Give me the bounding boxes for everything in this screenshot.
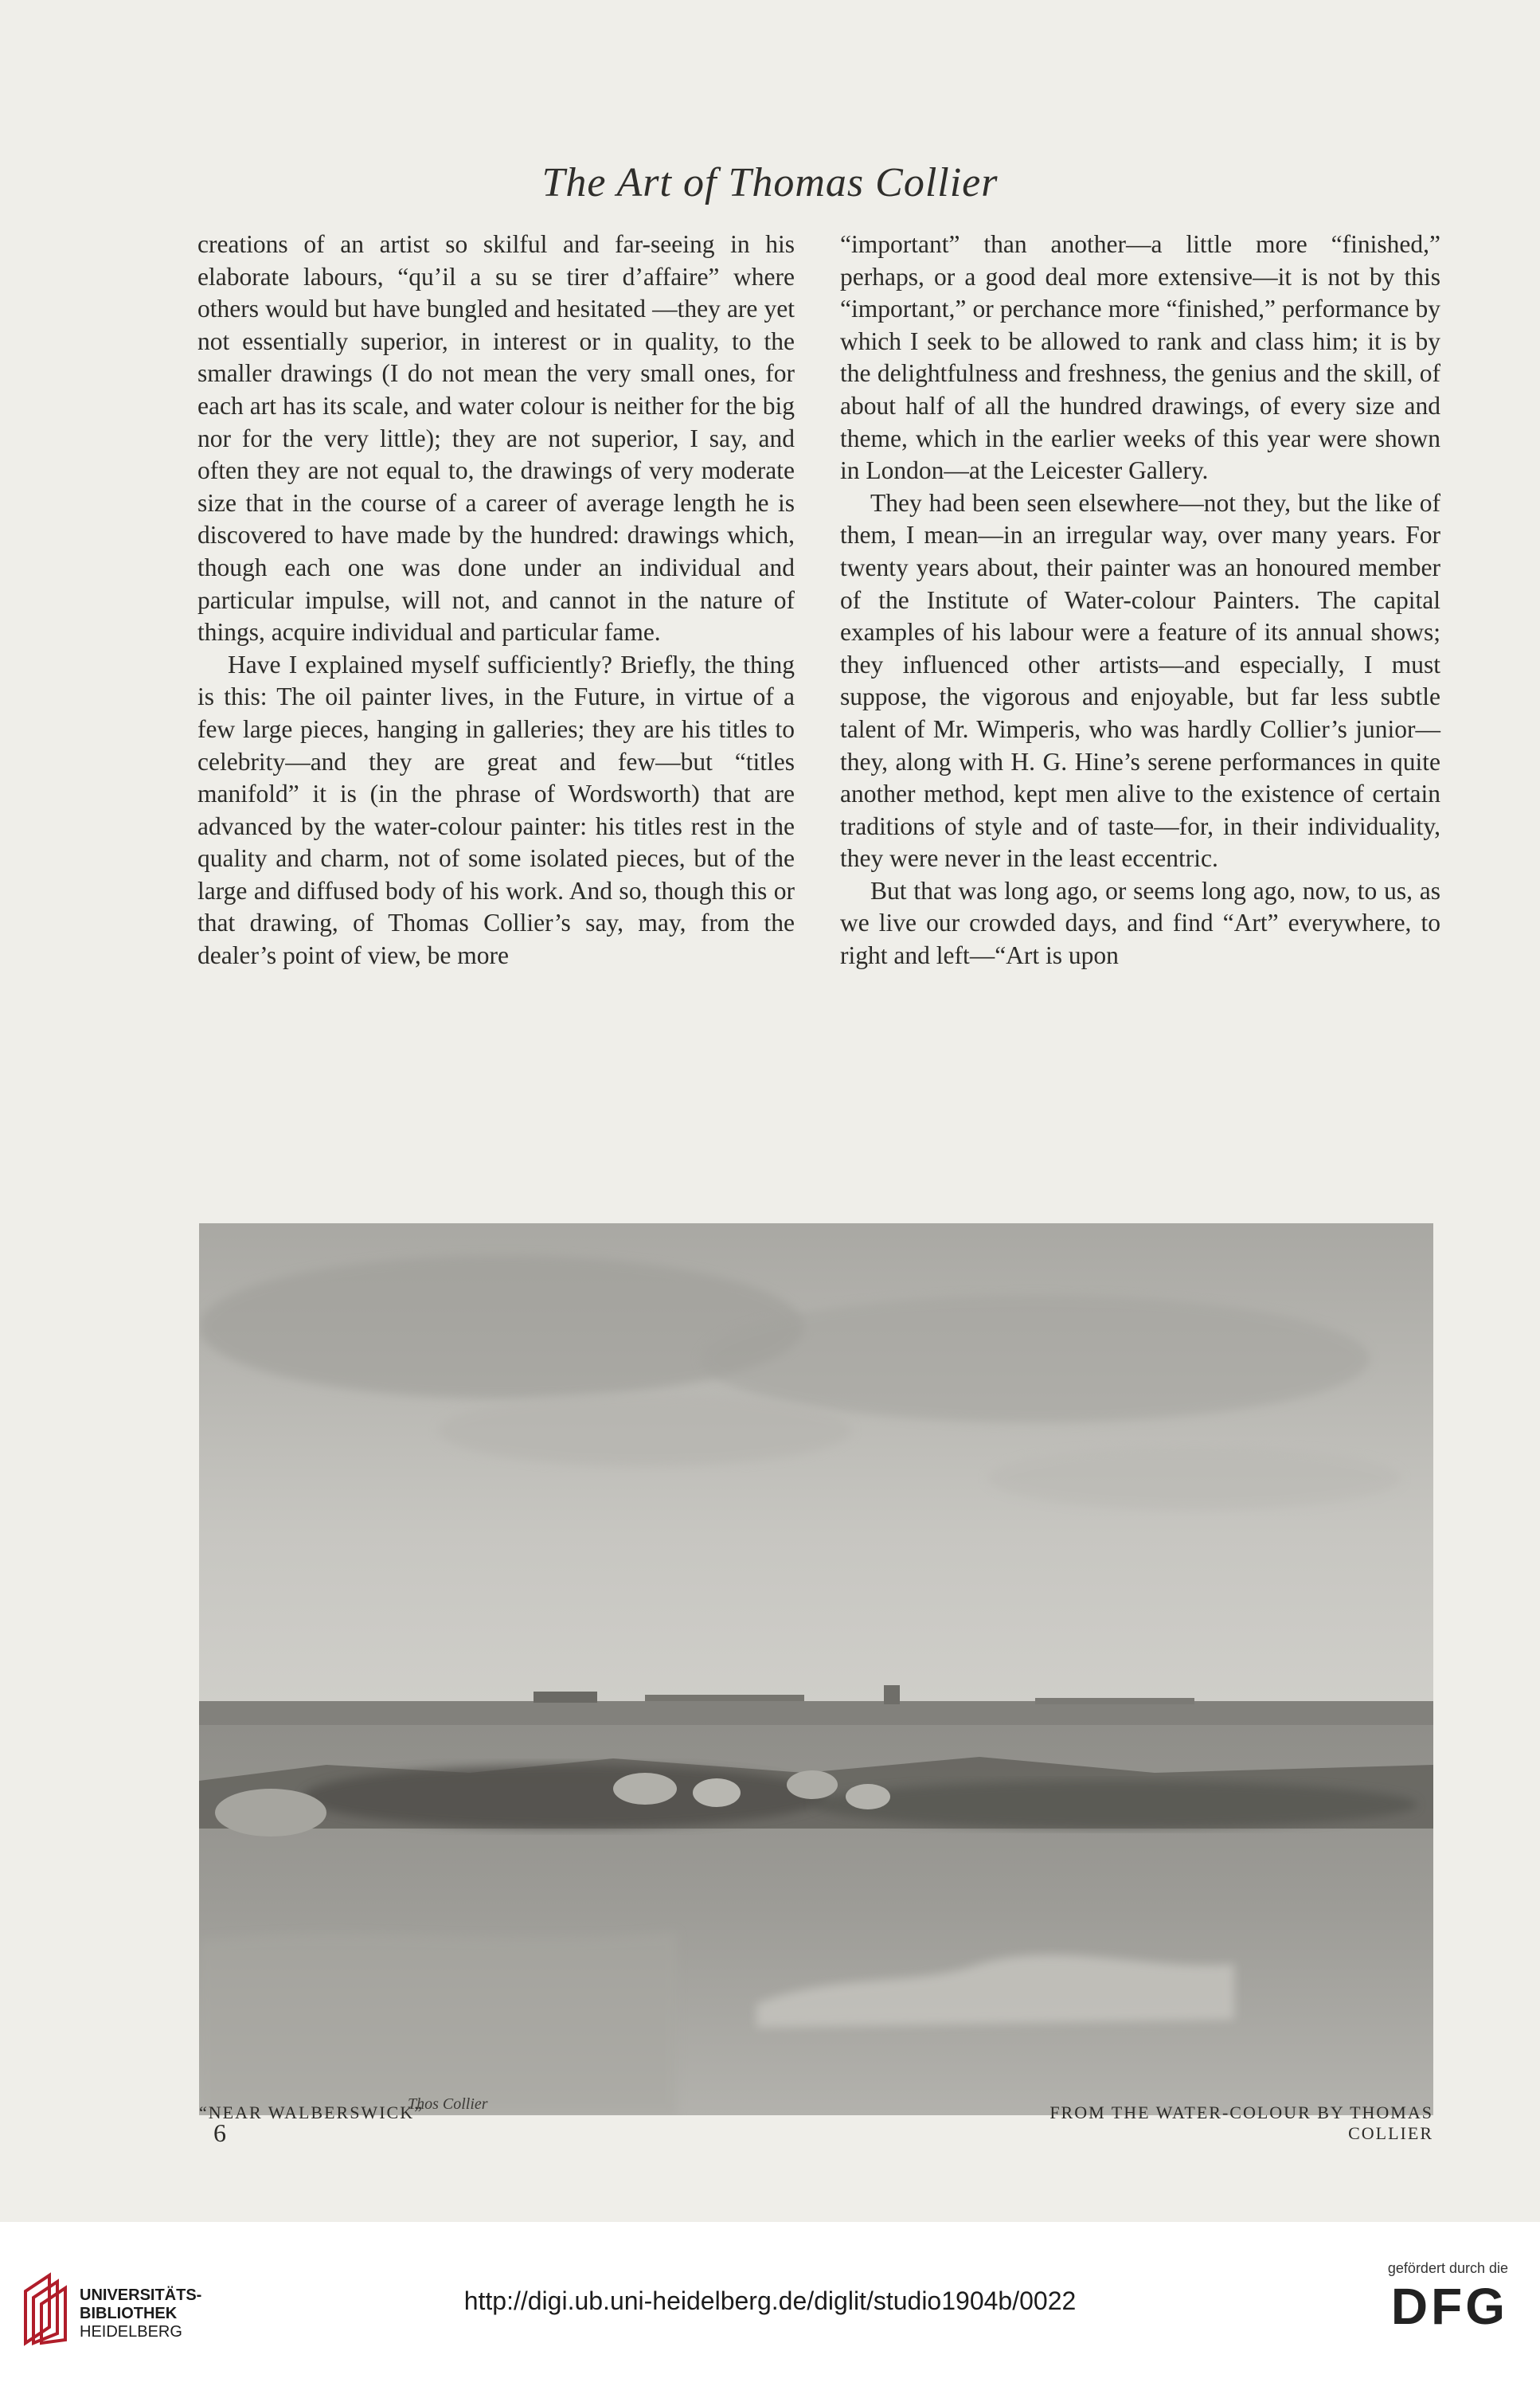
funder-block <box>1333 2260 1508 2333</box>
dfg-logo: DFG <box>1390 2278 1508 2335</box>
figure-caption-title: “NEAR WALBERSWICK” <box>199 2102 424 2122</box>
digitization-footer <box>0 2222 1540 2390</box>
paragraph: They had been seen elsewhere—not they, but the like of them, I mean—in an irregular way, over many years. For twenty years about, their painter was an honoured member of the Institute of Water-colour Painters. The capital examples of his labour were a feature of its annual shows; they influenced other artists—and especially, I must suppose, the vigorous and enjoyable, but far less subtle talent of Mr. Wimperis, who was hardly Collier’s junior—they, along with H. G. Hine’s serene performances in quite another method, kept men alive to the existence of certain traditions of style and of taste—for, in their individuality, they were never in the least eccentric. <box>840 488 1440 873</box>
page-number: 6 <box>213 2118 226 2147</box>
right-text-column <box>840 229 1440 972</box>
library-name-line2: BIBLIOTHEK <box>80 2305 178 2322</box>
funded-by-text: gefördert durch die <box>1387 2260 1508 2276</box>
figure-caption-credit: FROM THE WATER-COLOUR BY THOMAS COLLIER <box>1049 2102 1433 2143</box>
paragraph: But that was long ago, or seems long ago, now, to us, as we live our crowded days, and find “Art” everywhere, to right and left—“Art is upon <box>840 876 1440 970</box>
library-name-line1: UNIVERSITÄTS- <box>80 2286 202 2304</box>
paragraph: creations of an artist so skilful and far-seeing in his elaborate labours, “qu’il a su se tirer d’affaire” where others would but have bungled and hesitated —they are yet not essentially superior, in interest or in quality, to the smaller drawings (I do not mean the very small ones, for each art has its scale, and water colour is neither for the big nor for the very little); they are not superior, I say, and often they are not equal to, the drawings of very moderate size that in the course of a career of average length he is discovered to have made by the hundred: drawings which, though each one was done under an individual and particular impulse, will not, and cannot in the nature of things, acquire individual and particular fame. <box>197 230 795 647</box>
watercolour-illustration <box>199 1223 1433 2115</box>
library-name-line3: HEIDELBERG <box>80 2323 182 2341</box>
landscape-painting <box>199 1223 1433 2115</box>
painting-signature: Thos Collier <box>408 2095 488 2113</box>
paragraph: “important” than another—a little more “finished,” perhaps, or a good deal more extensive—it is not by this “important,” or perchance more “finished,” performance by which I seek to be allowed to rank and class him; it is by the delightfulness and freshness, the genius and the skill, of about half of all the hundred drawings, of every size and theme, which in the earlier weeks of this year were shown in London—at the Leicester Gallery. <box>840 230 1440 485</box>
left-text-column <box>197 229 795 972</box>
source-url-link[interactable]: http://digi.ub.uni-heidelberg.de/diglit/studio1904b/0022 <box>463 2286 1077 2315</box>
running-head: The Art of Thomas Collier <box>541 160 999 205</box>
paragraph: Have I explained myself sufficiently? Briefly, the thing is this: The oil painter lives, in the Future, in virtue of a few large pieces, hanging in galleries; they are his titles to celebrity—and they are great and few—but “titles manifold” it is (in the phrase of Wordsworth) that are advanced by the water-colour painter: his titles rest in the quality and charm, not of some isolated pieces, but of the large and diffused body of his work. And so, though this or that drawing, of Thomas Collier’s say, may, from the dealer’s point of view, be more <box>197 650 795 970</box>
